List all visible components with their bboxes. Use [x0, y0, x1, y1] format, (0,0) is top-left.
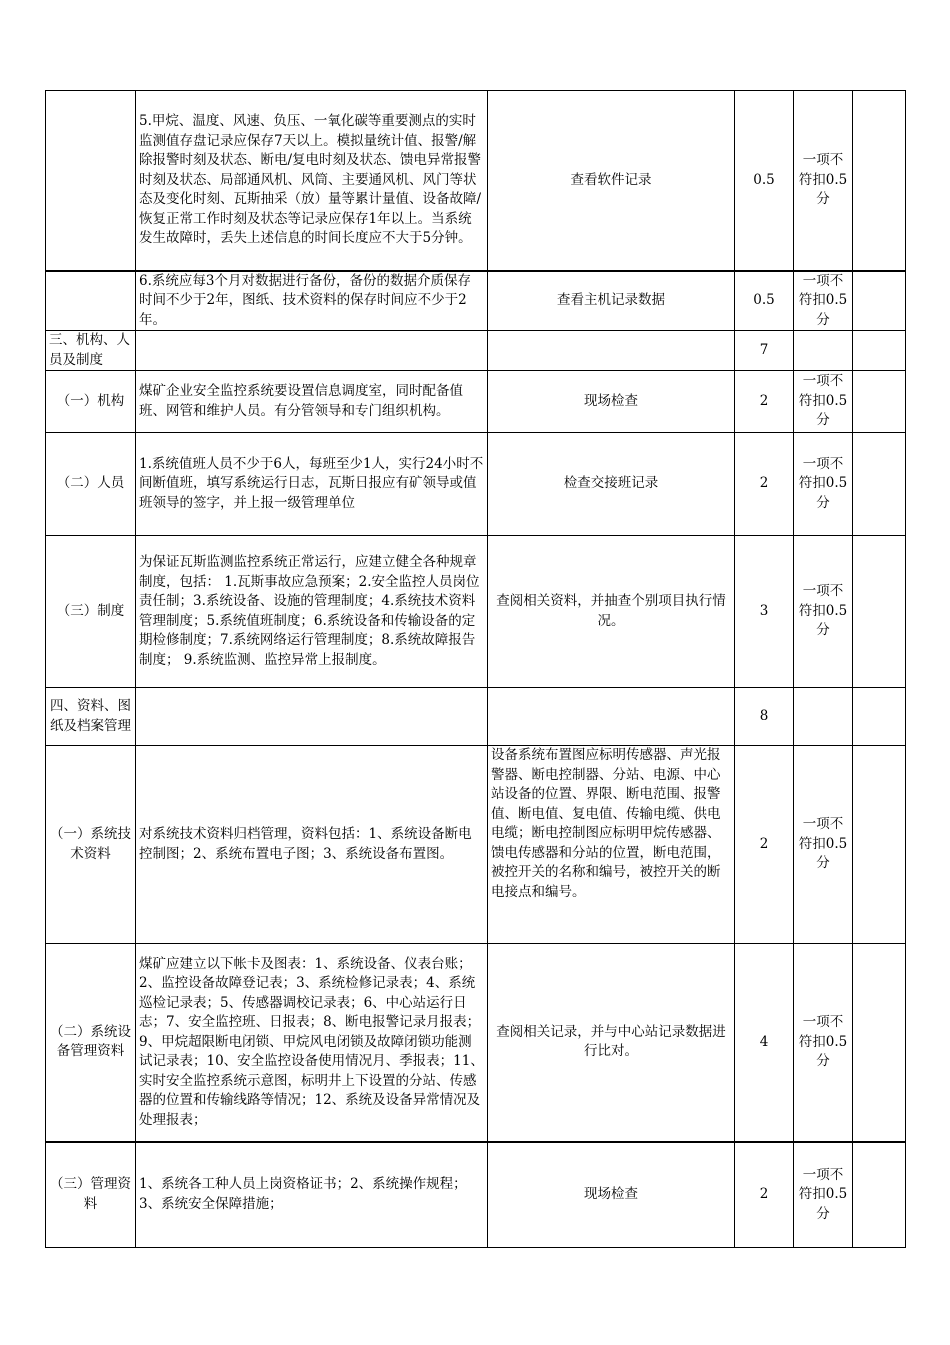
empty-cell [853, 536, 906, 688]
deduction-rule-cell: 一项不符扣0.5分 [794, 433, 853, 536]
deduction-rule-cell: 一项不符扣0.5分 [794, 1142, 853, 1248]
empty-cell [853, 371, 906, 433]
section-title: 四、资料、图纸及档案管理 [46, 688, 136, 746]
deduction-rule-cell [794, 331, 853, 371]
requirement-cell: 6.系统应每3个月对数据进行备份，备份的数据介质保存时间不少于2年，图纸、技术资料的保存时间应不少于2年。 [136, 271, 488, 331]
score-cell: 7 [735, 331, 794, 371]
method-cell: 检查交接班记录 [488, 433, 735, 536]
requirement-cell: 5.甲烷、温度、风速、负压、一氧化碳等重要测点的实时监测值存盘记录应保存7天以上。模拟量统计值、报警/解除报警时刻及状态、断电/复电时刻及状态、馈电异常报警时刻及状态、局部通风机、风筒、主要通风机、风门等状态及变化时刻、瓦斯抽采（放）量等累计量值、设备故障/恢复正常工作时刻及状态等记录应保存1年以上。当系统发生故障时，丢失上述信息的时间长度应不大于5分钟。 [136, 91, 488, 271]
category-cell: （二）人员 [46, 433, 136, 536]
empty-cell [853, 1142, 906, 1248]
empty-cell [853, 331, 906, 371]
score-cell: 0.5 [735, 91, 794, 271]
deduction-rule-cell: 一项不符扣0.5分 [794, 746, 853, 944]
method-cell: 查看主机记录数据 [488, 271, 735, 331]
requirement-cell: 煤矿应建立以下帐卡及图表：1、系统设备、仪表台账；2、监控设备故障登记表；3、系统检修记录表；4、系统巡检记录表；5、传感器调校记录表；6、中心站运行日志；7、安全监控班、日报表；8、断电报警记录月报表；9、甲烷超限断电闭锁、甲烷风电闭锁及故障闭锁功能测试记录表；10、安全监控设备使用情况月、季报表；11、实时安全监控系统示意图，标明井上下设置的分站、传感器的位置和传输线路等情况；12、系统及设备异常情况及处理报表； [136, 944, 488, 1142]
score-cell: 2 [735, 746, 794, 944]
table-row [46, 371, 906, 433]
deduction-rule-cell: 一项不符扣0.5分 [794, 271, 853, 331]
requirement-cell [136, 331, 488, 371]
requirement-cell: 为保证瓦斯监测监控系统正常运行，应建立健全各种规章制度，包括： 1.瓦斯事故应急预案；2.安全监控人员岗位责任制；3.系统设备、设施的管理制度；4.系统技术资料管理制度；5.系统值班制度；6.系统设备和传输设备的定期检修制度；7.系统网络运行管理制度；8.系统故障报告制度； 9.系统监测、监控异常上报制度。 [136, 536, 488, 688]
empty-cell [853, 433, 906, 536]
method-cell: 现场检查 [488, 1142, 735, 1248]
score-cell: 2 [735, 371, 794, 433]
table-row [46, 1142, 906, 1248]
requirement-cell: 1、系统各工种人员上岗资格证书；2、系统操作规程；3、系统安全保障措施； [136, 1142, 488, 1248]
score-cell: 4 [735, 944, 794, 1142]
category-cell: （二）系统设备管理资料 [46, 944, 136, 1142]
table-row [46, 271, 906, 331]
method-cell [488, 688, 735, 746]
method-cell: 现场检查 [488, 371, 735, 433]
table-row [46, 91, 906, 271]
deduction-rule-cell: 一项不符扣0.5分 [794, 371, 853, 433]
deduction-rule-cell [794, 688, 853, 746]
deduction-rule-cell: 一项不符扣0.5分 [794, 944, 853, 1142]
requirement-cell: 1.系统值班人员不少于6人，每班至少1人，实行24小时不间断值班，填写系统运行日志，瓦斯日报应有矿领导或值班领导的签字，并上报一级管理单位 [136, 433, 488, 536]
table-row [46, 536, 906, 688]
score-cell: 0.5 [735, 271, 794, 331]
category-cell [46, 91, 136, 271]
section-row [46, 688, 906, 746]
inspection-table [45, 90, 906, 1248]
method-cell: 查阅相关记录，并与中心站记录数据进行比对。 [488, 944, 735, 1142]
empty-cell [853, 91, 906, 271]
score-cell: 2 [735, 433, 794, 536]
requirement-cell [136, 688, 488, 746]
category-cell [46, 271, 136, 331]
category-cell: （三）制度 [46, 536, 136, 688]
category-cell: （三）管理资料 [46, 1142, 136, 1248]
table-row [46, 746, 906, 944]
method-cell: 设备系统布置图应标明传感器、声光报警器、断电控制器、分站、电源、中心站设备的位置、界限、断电范围、报警值、断电值、复电值、传输电缆、供电电缆；断电控制图应标明甲烷传感器、馈电传感器和分站的位置，断电范围，被控开关的名称和编号，被控开关的断电接点和编号。 [488, 746, 735, 944]
method-cell: 查看软件记录 [488, 91, 735, 271]
method-cell [488, 331, 735, 371]
category-cell: （一）机构 [46, 371, 136, 433]
category-cell: （一）系统技术资料 [46, 746, 136, 944]
score-cell: 3 [735, 536, 794, 688]
method-cell: 查阅相关资料，并抽查个别项目执行情况。 [488, 536, 735, 688]
empty-cell [853, 688, 906, 746]
section-row [46, 331, 906, 371]
empty-cell [853, 944, 906, 1142]
empty-cell [853, 271, 906, 331]
requirement-cell: 煤矿企业安全监控系统要设置信息调度室，同时配备值班、网管和维护人员。有分管领导和专门组织机构。 [136, 371, 488, 433]
score-cell: 2 [735, 1142, 794, 1248]
section-title: 三、机构、人员及制度 [46, 331, 136, 371]
table-row [46, 944, 906, 1142]
deduction-rule-cell: 一项不符扣0.5分 [794, 91, 853, 271]
deduction-rule-cell: 一项不符扣0.5分 [794, 536, 853, 688]
score-cell: 8 [735, 688, 794, 746]
table-row [46, 433, 906, 536]
empty-cell [853, 746, 906, 944]
requirement-cell: 对系统技术资料归档管理，资料包括：1、系统设备断电控制图；2、系统布置电子图；3、系统设备布置图。 [136, 746, 488, 944]
